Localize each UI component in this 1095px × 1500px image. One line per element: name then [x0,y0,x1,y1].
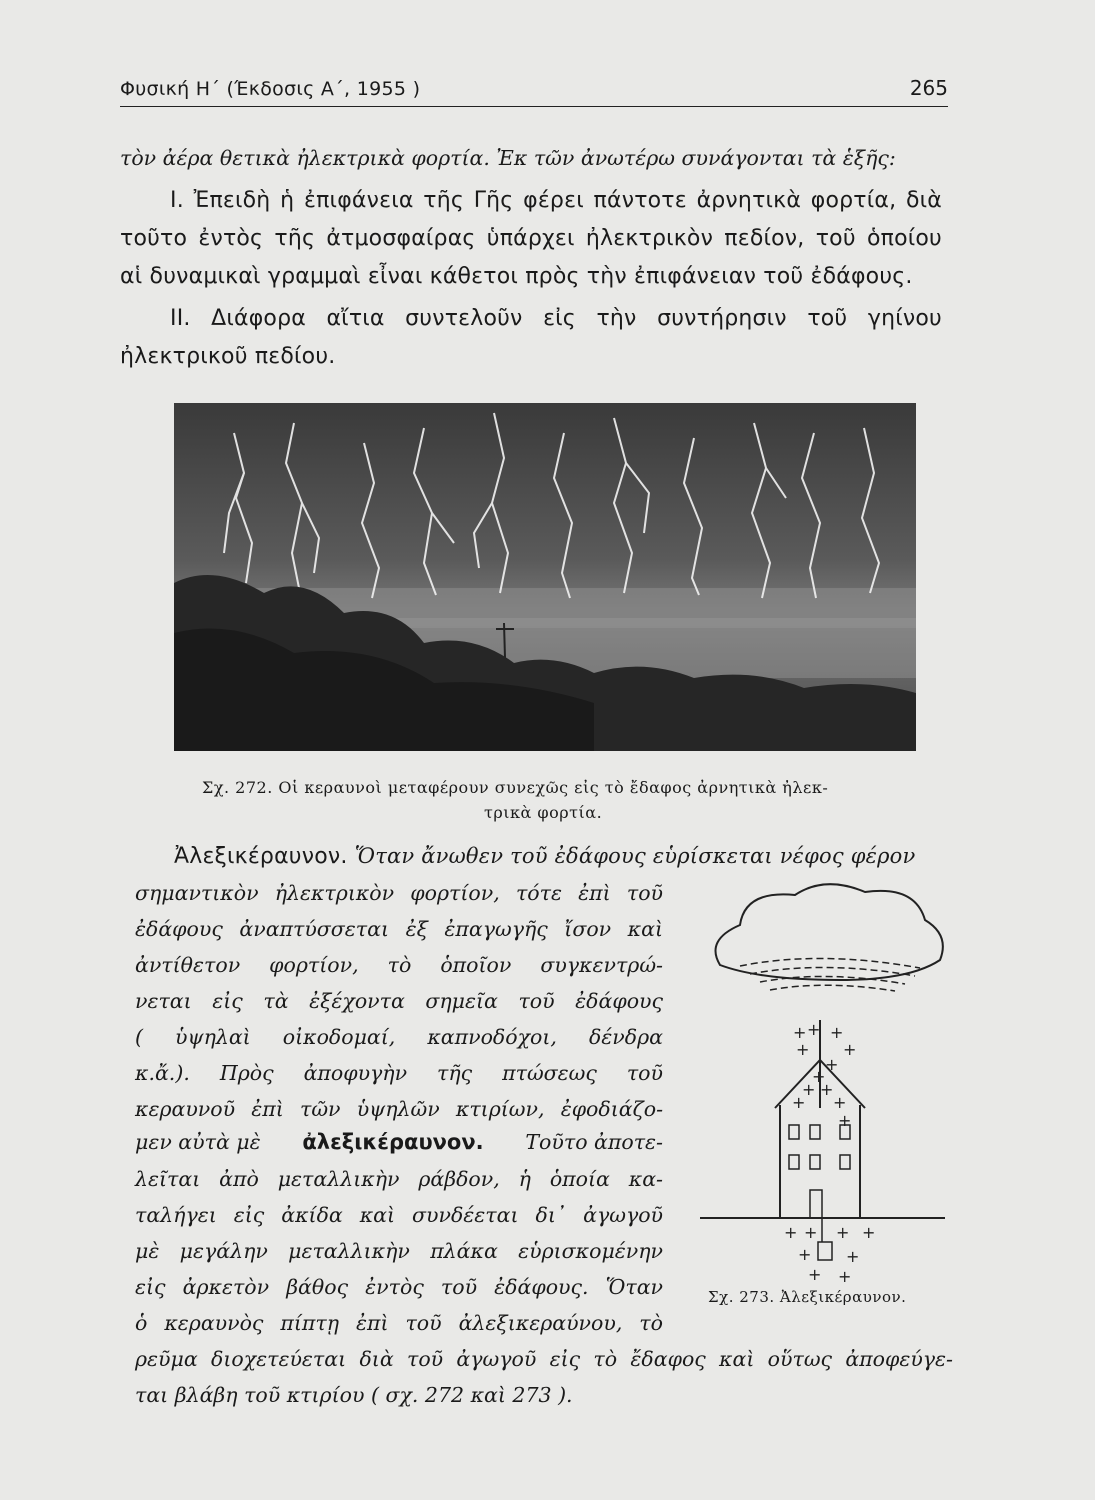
point2-line1: II. Διάφορα αἴτια συντελοῦν εἰς τὴν συντήρησιν τοῦ γηίνου [170,306,942,331]
svg-text:+: + [808,1265,822,1284]
body-line-15: ται βλάβη τοῦ κτιρίου ( σχ. 272 καὶ 273 ). [135,1383,573,1407]
body-line-3: ἀντίθετον φορτίον, τὸ ὁποῖον συγκεντρώ- [135,953,663,977]
point1-line1: I. Ἐπειδὴ ἡ ἐπιφάνεια τῆς Γῆς φέρει πάντοτε ἀρνητικὰ φορτία, διὰ [170,188,942,213]
svg-text:+: + [846,1247,860,1266]
body-line-8 [135,1130,663,1154]
body-line-8-pre: μεν αὐτὰ μὲ [135,1130,261,1154]
svg-text:+: + [796,1040,810,1059]
point2-line2: ἠλεκτρικοῦ πεδίου. [120,344,336,369]
point1-line3: αἱ δυναμικαὶ γραμμαὶ εἶναι κάθετοι πρὸς τὴν ἐπιφάνειαν τοῦ ἐδάφους. [120,264,913,289]
header-title: Φυσική Η΄ (Έκδοσις Α΄, 1955 ) [120,78,421,100]
body-line-6: κ.ἄ.). Πρὸς ἀποφυγὴν τῆς πτώσεως τοῦ [135,1061,663,1085]
svg-text:+: + [802,1080,816,1099]
body-line-10: ταλήγει εἰς ἀκίδα καὶ συνδέεται δι᾽ ἀγωγοῦ [135,1203,663,1227]
lightning-photo-graphic [174,403,916,751]
body-line-4: νεται εἰς τὰ ἐξέχοντα σημεῖα τοῦ ἐδάφους [135,989,663,1013]
intro-line: τὸν ἀέρα θετικὰ ἠλεκτρικὰ φορτία. Ἐκ τῶν ἀνωτέρω συνάγονται τὰ ἑξῆς: [120,146,896,170]
lightning-rod-diagram [700,870,952,1290]
body-line-9: λεῖται ἀπὸ μεταλλικὴν ράβδον, ἡ ὁποία κα- [135,1167,663,1191]
running-header [120,72,948,107]
section-heading: Ἀλεξικέραυνον. [174,844,348,869]
body-line-12: εἰς ἀρκετὸν βάθος ἐντὸς τοῦ ἐδάφους. Ὅταν [135,1275,663,1299]
svg-text:+: + [792,1093,806,1112]
body-line-1: σημαντικὸν ἠλεκτρικὸν φορτίον, τότε ἐπὶ τοῦ [135,881,663,905]
svg-text:+: + [836,1223,850,1242]
svg-text:+: + [793,1023,807,1042]
body-line-2: ἐδάφους ἀναπτύσσεται ἐξ ἐπαγωγῆς ἴσον καὶ [135,917,663,941]
svg-text:+: + [862,1223,876,1242]
bold-term-lightning-rod: ἀλεξικέραυνον. [302,1130,484,1154]
body-line-5: ( ὑψηλαὶ οἰκοδομαί, καπνοδόχοι, δένδρα [135,1025,663,1049]
svg-text:+: + [825,1055,839,1074]
svg-text:+: + [838,1111,852,1130]
svg-text:+: + [833,1093,847,1112]
svg-text:+: + [830,1023,844,1042]
lightning-rod-drawing [700,870,952,1290]
section-first-line [174,844,915,869]
lightning-photo [174,403,916,751]
svg-text:+: + [843,1040,857,1059]
figure272-caption-line2: τρικὰ φορτία. [484,803,603,822]
body-line-8-post: Τοῦτο ἀποτε- [525,1130,663,1154]
body-line-14: ρεῦμα διοχετεύεται διὰ τοῦ ἀγωγοῦ εἰς τὸ ἔδαφος καὶ οὕτως ἀποφεύγε- [135,1347,953,1371]
svg-text:+: + [820,1080,834,1099]
page-number: 265 [909,76,948,100]
svg-text:+: + [804,1223,818,1242]
svg-text:+: + [784,1223,798,1242]
body-line-11: μὲ μεγάλην μεταλλικὴν πλάκα εὑρισκομένην [135,1239,663,1263]
point1-line2: τοῦτο ἐντὸς τῆς ἀτμοσφαίρας ὑπάρχει ἠλεκτρικὸν πεδίον, τοῦ ὁποίου [120,226,942,251]
body-line-7: κεραυνοῦ ἐπὶ τῶν ὑψηλῶν κτιρίων, ἐφοδιάζο- [135,1097,663,1121]
svg-text:+: + [807,1020,821,1039]
svg-text:+: + [798,1245,812,1264]
body-line-13: ὁ κεραυνὸς πίπτῃ ἐπὶ τοῦ ἀλεξικεραύνου, τὸ [135,1311,663,1335]
figure272-caption-line1: Σχ. 272. Οἱ κεραυνοὶ μεταφέρουν συνεχῶς εἰς τὸ ἔδαφος ἀρνητικὰ ἠλεκ- [202,778,829,797]
svg-text:+: + [838,1267,852,1286]
svg-text:+: + [812,1067,826,1086]
section-first-line-rest: Ὅταν ἄνωθεν τοῦ ἐδάφους εὑρίσκεται νέφος φέρον [354,844,916,868]
figure273-caption: Σχ. 273. Ἀλεξικέραυνον. [708,1288,907,1306]
